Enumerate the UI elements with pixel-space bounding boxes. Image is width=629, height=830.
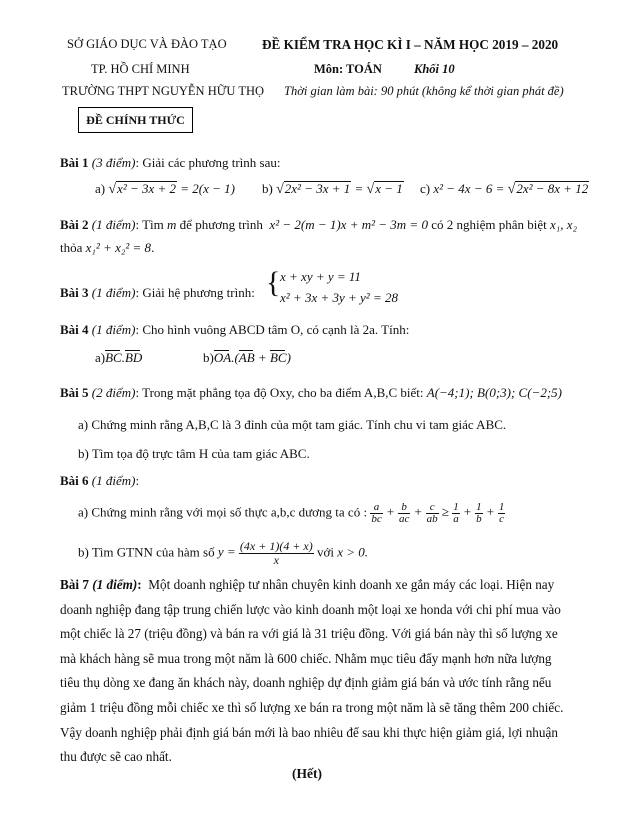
time-limit: Thời gian làm bài: 90 phút (không kể thời gian phát đề) (284, 84, 564, 98)
problem-3-heading: Bài 3 (1 điểm): Giải hệ phương trình: (60, 285, 255, 300)
problem-7-line: tiêu thụ dòng xe đang ăn khách này, doanh nghiệp dự định giảm giá bán và ước tính rằng nếu (60, 675, 552, 691)
problem-5b: b) Tìm tọa độ trực tâm H của tam giác ABC. (78, 446, 310, 461)
problem-7: Bài 7 (1 điểm): Một doanh nghiệp tư nhân chuyên kinh doanh xe gắn máy các loại. Hiện nay doanh nghiệp đang tập trung chiến lược vào kinh doanh một loại xe honda với chi phí mua vào một chiếc là 27 (triệu đồng) và bán ra với giá là 31 triệu đồng. Với giá bán này thì số lượng xe mà khách hàng sẽ mua trong một năm là 600 chiếc. Nhằm mục tiêu đẩy mạnh hơn nữa lượng tiêu thụ dòng xe đang ăn khách này, doanh nghiệp dự định giảm giá bán và ước tính rằng nếu giảm 1 triệu đồng mỗi chiếc xe thì số lượng xe bán ra trong một năm là sẽ tăng thêm 200 chiếc. Vậy doanh nghiệp phải định giá bán mới là bao nhiêu để sau khi thực hiện giảm giá, lợi nhuận thu được sẽ cao nhất. (60, 573, 575, 770)
problem-7-line: Vậy doanh nghiệp phải định giá bán mới là bao nhiêu để sau khi thực hiện giảm giá, lợi nhuận (60, 724, 558, 740)
problem-4a: a)BC.BD (95, 350, 143, 365)
problem-7-line: thu được sẽ cao nhất. (60, 749, 172, 765)
problem-7-line: doanh nghiệp đang tập trung chiến lược vào kinh doanh một loại xe honda với chi phí mua vào (60, 601, 561, 617)
end-mark: (Hết) (292, 766, 322, 781)
problem-7-line: Một doanh nghiệp tư nhân chuyên kinh doanh xe gắn máy các loại. Hiện nay (148, 577, 555, 592)
problem-4-heading: Bài 4 (1 điểm): Cho hình vuông ABCD tâm O, có cạnh là 2a. Tính: (60, 322, 410, 337)
problem-6b: b) Tìm GTNN của hàm số y = $\frac{(4x + 1)(4 + x)}{x}$ với x > 0. (78, 539, 369, 567)
problem-3-brace: { (266, 266, 281, 299)
problem-6a: a) Chứng minh rằng với mọi số thực a,b,c dương ta có : $\frac{a}{bc}$ + $\frac{b}{ac}$ + $\frac{c}{ab}$ ≥ $\frac{1}{a}$ + $\frac{1}{b}$ + $\frac{1}{c}$ (78, 501, 505, 525)
dept-name: SỞ GIÁO DỤC VÀ ĐÀO TẠO (67, 37, 227, 51)
problem-1c: c) x² − 4x − 6 = √2x² − 8x + 12 (420, 181, 589, 197)
problem-7-line: giảm 1 triệu đồng mỗi chiếc xe thì số lượng xe bán ra trong một năm là sẽ tăng thêm 200 chiếc. (60, 699, 564, 715)
problem-2-line2: thỏa x₁² + x₂² = 8. (60, 240, 155, 255)
grade: Khối 10 (414, 62, 455, 76)
problem-2-line1: Bài 2 (1 điểm): Tìm m để phương trình x² − 2(m − 1)x + m² − 3m = 0 có 2 nghiệm phân biệt x₁, x₂ (60, 217, 578, 232)
problem-4b: b)OA.(AB + BC) (203, 350, 291, 365)
exam-title: ĐỀ KIỂM TRA HỌC KÌ I – NĂM HỌC 2019 – 2020 (262, 37, 559, 52)
problem-1b: b) √2x² − 3x + 1 = √x − 1 (262, 181, 403, 197)
problem-1a: a) √x² − 3x + 2 = 2(x − 1) (95, 181, 236, 197)
city-name: TP. HỒ CHÍ MINH (91, 62, 190, 76)
problem-1-heading: Bài 1 (3 điểm): Giải các phương trình sau: (60, 155, 281, 170)
problem-6-heading: Bài 6 (1 điểm): (60, 473, 140, 488)
problem-5-heading: Bài 5 (2 điểm): Trong mặt phẳng tọa độ Oxy, cho ba điểm A,B,C biết: A(−4;1); B(0;3); C(−2;5) (60, 385, 562, 400)
school-name: TRƯỜNG THPT NGUYỄN HỮU THỌ (62, 84, 265, 98)
problem-3-eq2: x² + 3x + 3y + y² = 28 (280, 290, 398, 305)
problem-7-line: mà khách hàng sẽ mua trong một năm là 600 chiếc. Nhằm mục tiêu đẩy mạnh hơn nữa lượng (60, 650, 552, 666)
problem-3-eq1: x + xy + y = 11 (280, 269, 361, 284)
problem-7-line: một chiếc là 27 (triệu đồng) và bán ra với giá là 31 triệu đồng. Với giá bán này thì số lượng xe (60, 626, 558, 642)
subject: Môn: TOÁN (314, 62, 382, 76)
official-stamp: ĐỀ CHÍNH THỨC (78, 107, 193, 133)
problem-5a: a) Chứng minh rằng A,B,C là 3 đỉnh của một tam giác. Tính chu vi tam giác ABC. (78, 417, 507, 432)
